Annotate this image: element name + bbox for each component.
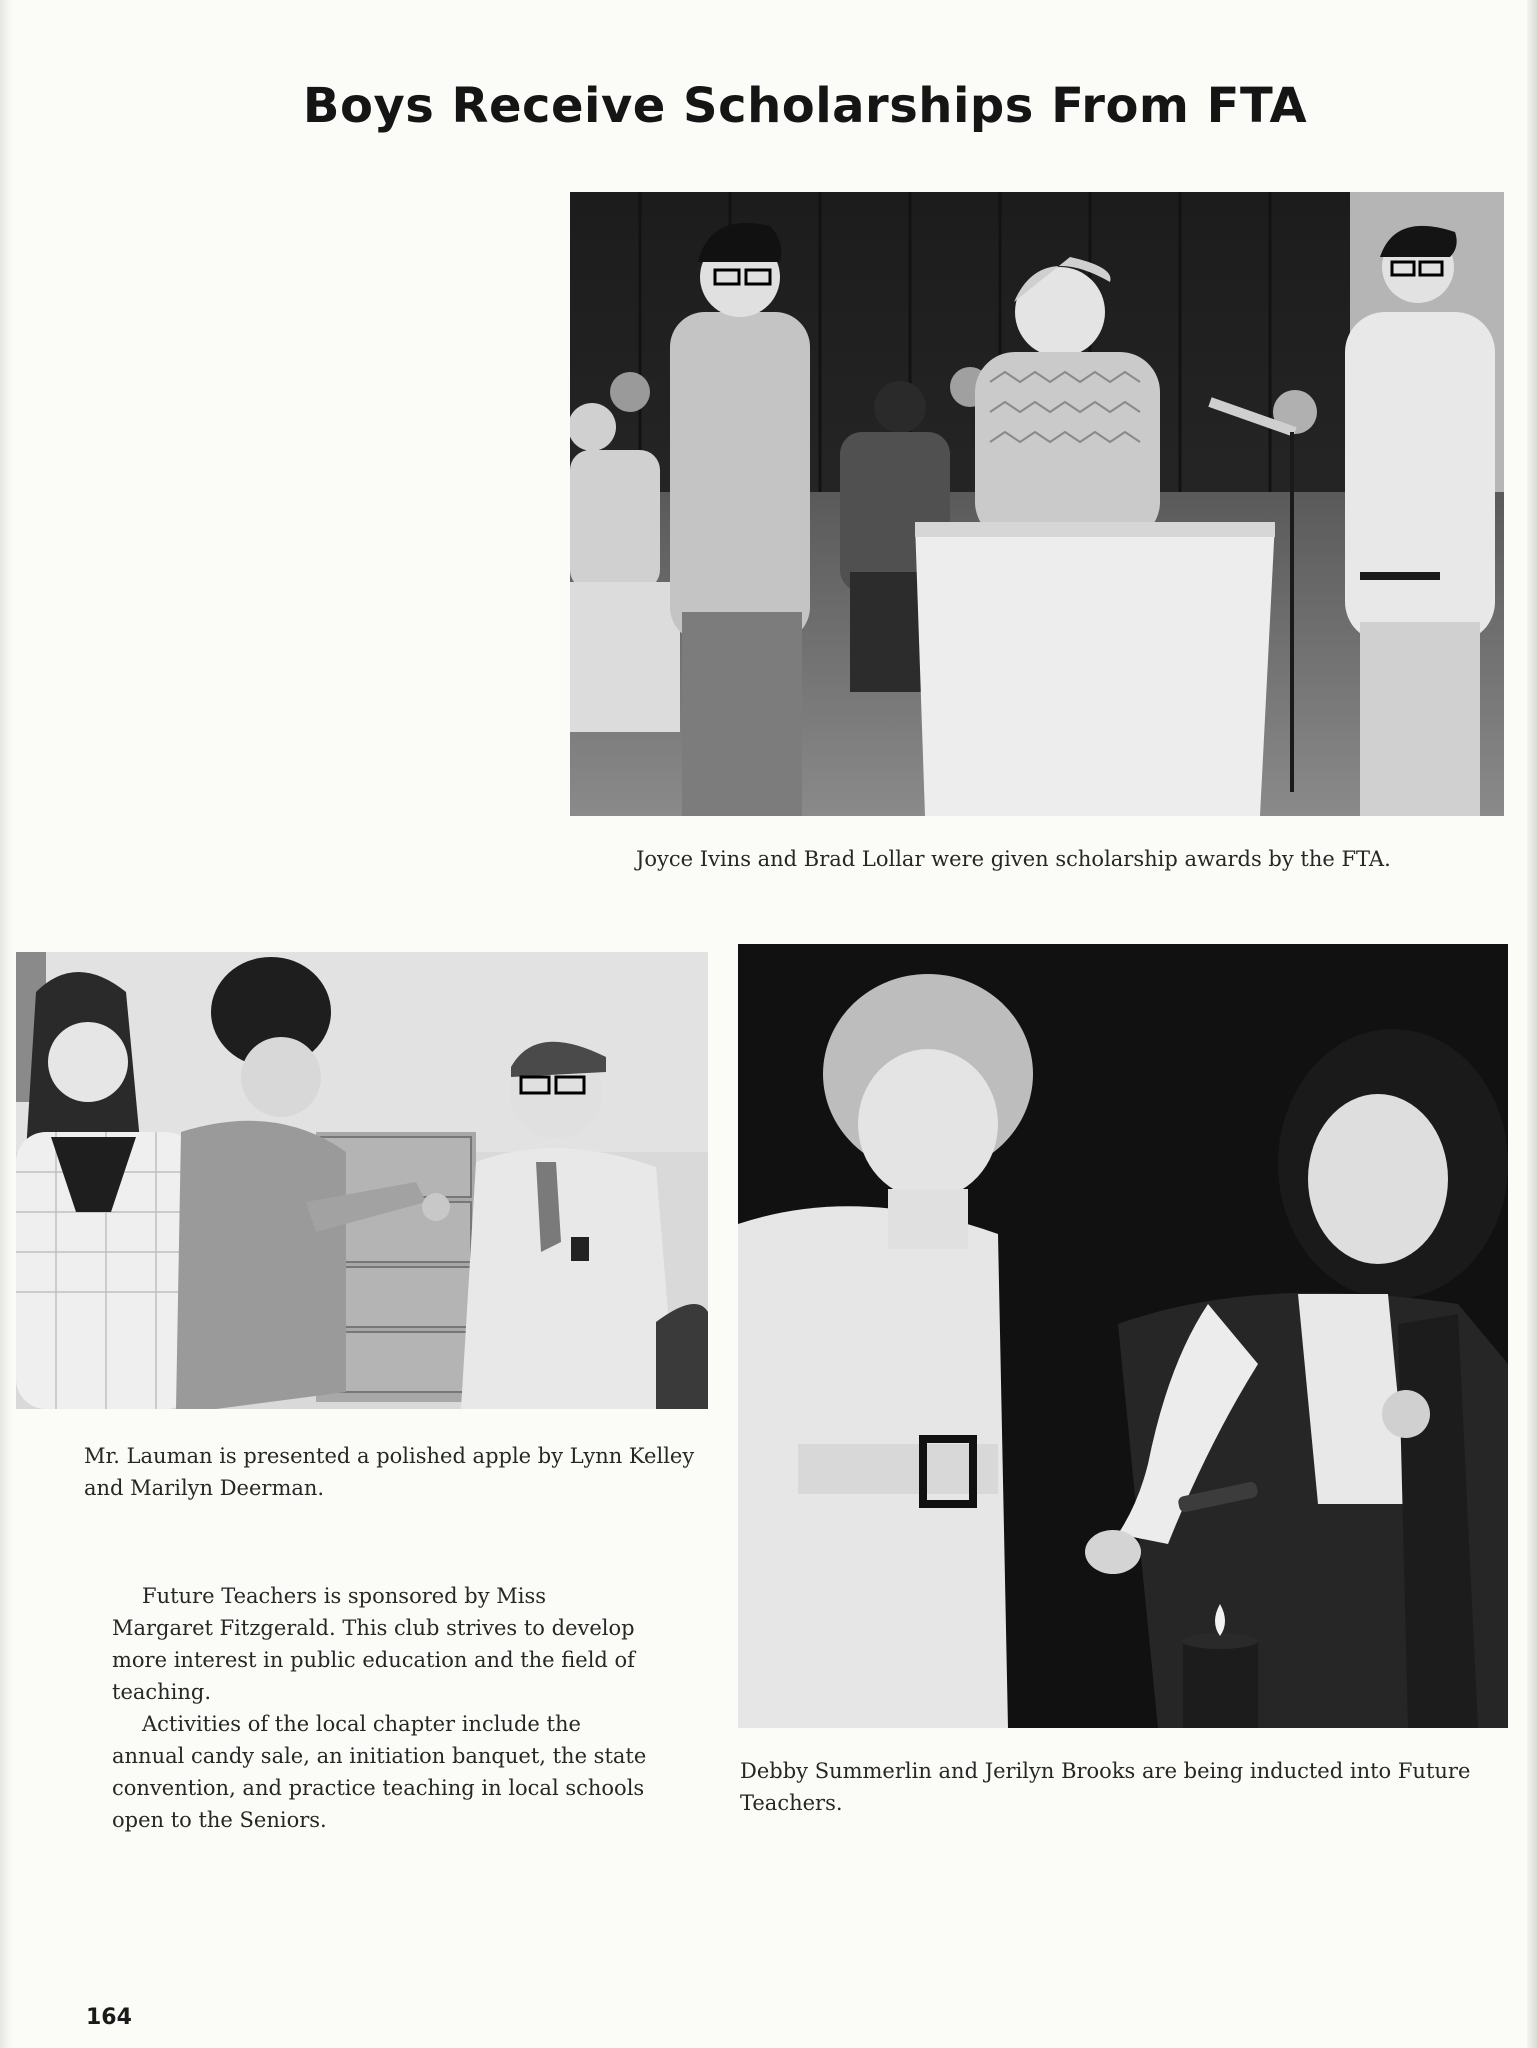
caption-induction: Debby Summerlin and Jerilyn Brooks are being inducted into Future Teachers. [740, 1759, 1471, 1815]
article-paragraph-1: Future Teachers is sponsored by Miss Margaret Fitzgerald. This club strives to develop more interest in public education and the field of teaching. [112, 1584, 635, 1704]
photo-apple-presentation [16, 952, 708, 1409]
photo-scholarship-award [570, 192, 1504, 816]
photo-induction [738, 944, 1508, 1728]
page-gutter-shadow [0, 0, 12, 2048]
caption-apple-presentation: Mr. Lauman is presented a polished apple by Lynn Kelley and Marilyn Deerman. [84, 1444, 695, 1500]
article-paragraph-2: Activities of the local chapter include the annual candy sale, an initiation banquet, the state convention, and practice teaching in local schools open to the Seniors. [112, 1712, 647, 1832]
page-edge [1527, 0, 1537, 2048]
page-number: 164 [86, 2005, 132, 2030]
caption-scholarship-award: Joyce Ivins and Brad Lollar were given scholarship awards by the FTA. [636, 847, 1391, 871]
page-title: Boys Receive Scholarships From FTA [302, 78, 1308, 134]
article-body [112, 1580, 652, 1836]
